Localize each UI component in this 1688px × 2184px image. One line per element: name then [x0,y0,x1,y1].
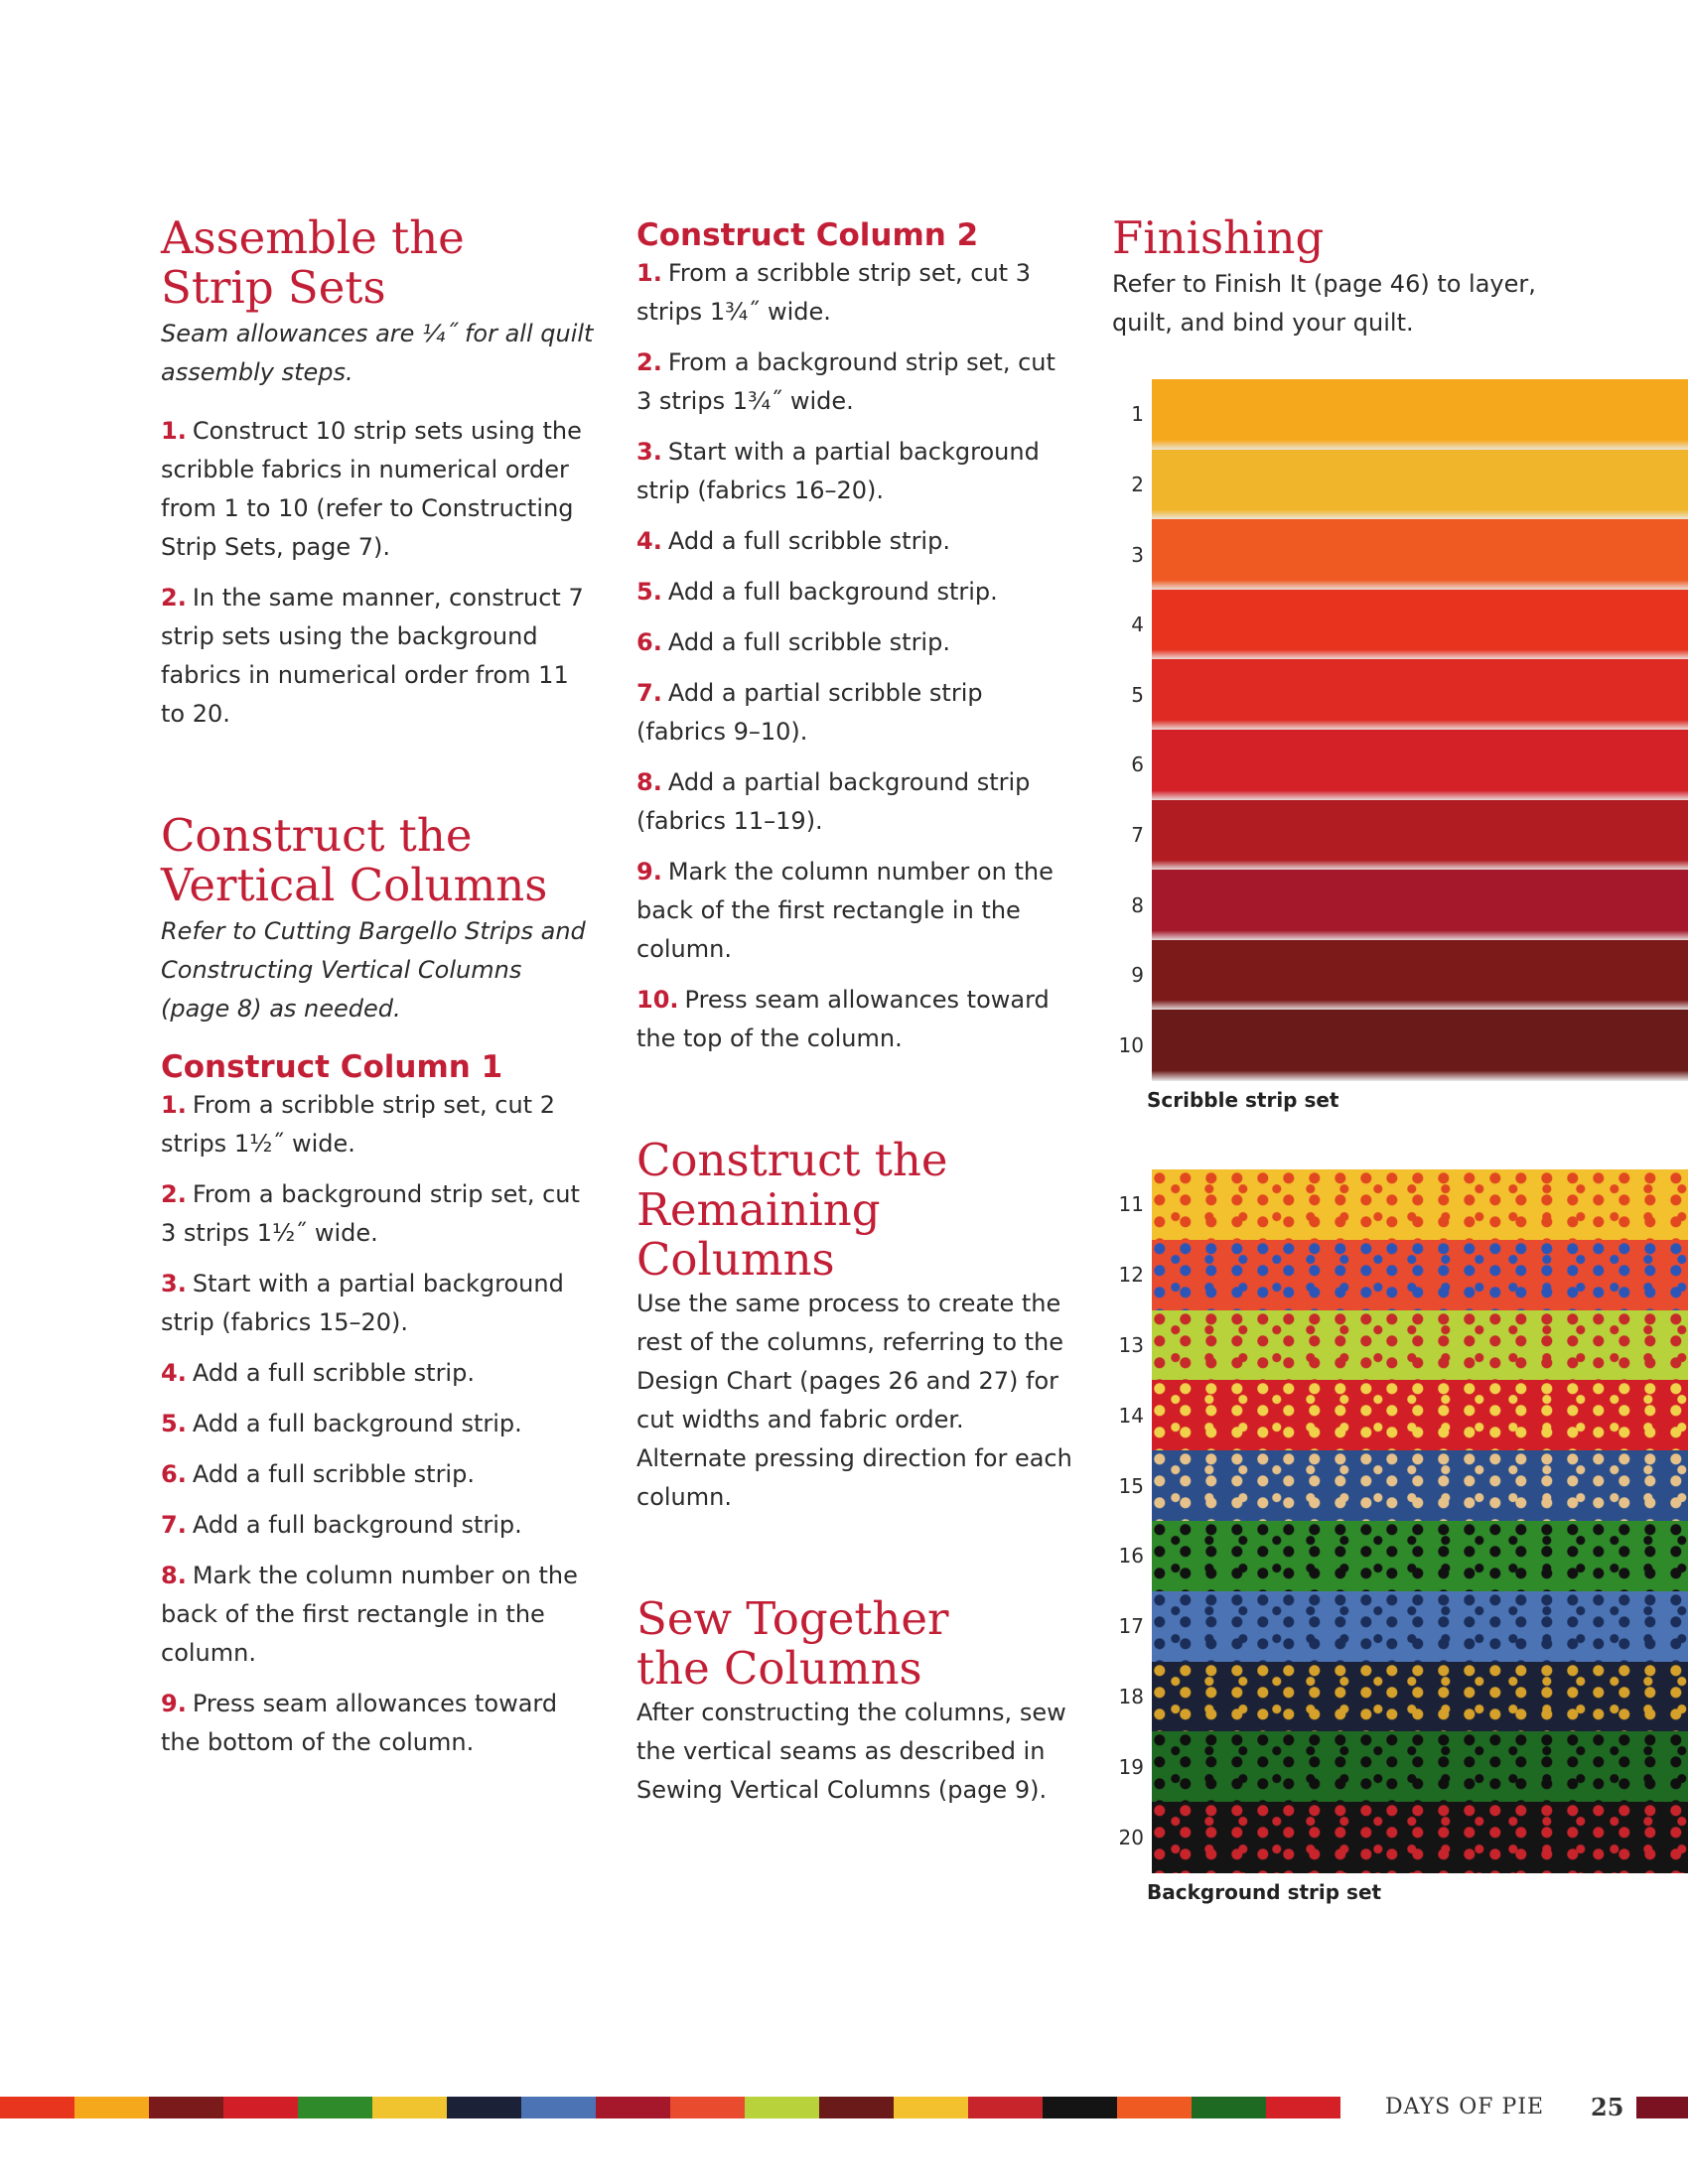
right-column [1112,213,1569,354]
assemble-step [161,412,598,567]
step-number: 1. [636,259,662,287]
heading-construct-vertical-columns [161,811,598,910]
instruction-step [636,853,1073,969]
fabric-strip-11 [1152,1169,1688,1241]
step-number: 7. [161,1511,187,1539]
step-number: 3. [161,1270,187,1297]
step-text: Construct 10 strip sets using the scribble fabrics in numerical order from 1 to 10 (refer to Constructing Strip Sets, page 7). [161,417,582,561]
step-text: Add a full background strip. [192,1511,522,1539]
strip-number-label: 7 [1131,822,1144,847]
footer-book-title: DAYS OF PIE [1385,2095,1545,2119]
step-text: Add a partial scribble strip (fabrics 9–10). [636,679,983,746]
step-number: 3. [636,438,662,466]
step-number: 4. [161,1359,187,1387]
step-number: 7. [636,679,662,707]
footer-band-segment [1043,2097,1118,2118]
fabric-strip-19 [1152,1731,1688,1803]
step-text: Mark the column number on the back of the first rectangle in the column. [636,858,1054,963]
step-number: 6. [636,628,662,656]
sew-text: After constructing the columns, sew the vertical seams as described in Sewing Vertical Columns (page 9). [636,1699,1066,1804]
fabric-strip-16 [1152,1521,1688,1592]
instruction-step [161,1175,598,1253]
fabric-strip-8 [1152,870,1688,941]
step-number: 1. [161,1091,187,1119]
heading-construct-remaining-columns [636,1136,1073,1285]
step-number: 9. [161,1690,187,1717]
heading-line: Construct the [636,1134,948,1186]
column1-steps [161,1086,598,1762]
page-number: 25 [1591,2093,1624,2121]
background-strip-set-image [1152,1169,1688,1872]
spacer [636,1529,1073,1594]
fabric-strip-3 [1152,519,1688,591]
strip-number-label: 5 [1131,682,1144,707]
fabric-strip-15 [1152,1450,1688,1522]
footer-band-segment [819,2097,895,2118]
heading-line: Strip Sets [161,261,386,314]
fabric-strip-13 [1152,1310,1688,1382]
fabric-strip-14 [1152,1380,1688,1451]
footer-band-segment [298,2097,373,2118]
strip-number-label: 15 [1118,1473,1144,1498]
step-number: 2. [161,1180,187,1208]
instruction-step [636,674,1073,751]
step-text: Add a partial background strip (fabrics 11–19). [636,768,1031,835]
footer-fabric-band [0,2097,1340,2118]
heading-line: the Columns [636,1642,922,1695]
footer-band-segment [521,2097,597,2118]
step-number: 8. [161,1562,187,1589]
middle-column [636,216,1073,1822]
strip-number-label: 19 [1118,1754,1144,1779]
footer-band-segment [596,2097,671,2118]
heading-finishing: Finishing [1112,211,1325,264]
strip-number-label: 20 [1118,1825,1144,1849]
footer-band-segment [894,2097,969,2118]
instruction-step [161,1354,598,1393]
strip-number-label: 2 [1131,472,1144,496]
heading-sew-together-columns [636,1594,1073,1694]
fabric-strip-1 [1152,379,1688,451]
fabric-strip-4 [1152,590,1688,661]
fabric-strip-7 [1152,800,1688,872]
instruction-step [161,1685,598,1762]
heading-construct-column-2: Construct Column 2 [636,217,979,253]
instruction-step [161,1557,598,1673]
strip-number-label: 9 [1131,963,1144,988]
strip-number-label: 18 [1118,1685,1144,1708]
step-text: Start with a partial background strip (fabrics 15–20). [161,1270,564,1336]
spacer [161,746,598,811]
heading-line: Columns [636,1233,835,1286]
footer-band-segment [149,2097,224,2118]
step-text: Press seam allowances toward the bottom of the column. [161,1690,558,1756]
heading-line: Sew Together [636,1592,949,1645]
heading-line: Remaining [636,1183,881,1236]
instruction-step [161,1455,598,1494]
instruction-step [161,1405,598,1443]
step-text: In the same manner, construct 7 strip sets using the background fabrics in numerical order from 11 to 20. [161,584,584,728]
instruction-step [636,522,1073,561]
footer-band-segment [0,2097,75,2118]
step-text: Add a full scribble strip. [667,628,950,656]
step-text: From a background strip set, cut 3 strips 1½˝ wide. [161,1180,580,1247]
step-text: Add a full background strip. [667,578,998,606]
step-number: 10. [636,986,679,1014]
step-number: 6. [161,1460,187,1488]
instruction-step [636,433,1073,510]
step-text: Add a full scribble strip. [667,527,950,555]
spacer [636,1070,1073,1136]
strip-number-label: 14 [1118,1403,1144,1428]
step-text: Mark the column number on the back of the first rectangle in the column. [161,1562,578,1667]
footer-tab [1636,2097,1688,2118]
instruction-step [161,1265,598,1342]
footer-band-segment [1266,2097,1340,2118]
fabric-strip-18 [1152,1662,1688,1733]
step-text: From a background strip set, cut 3 strips 1¾˝ wide. [636,348,1055,415]
instruction-step [636,254,1073,332]
instruction-step [161,1086,598,1163]
step-number: 5. [161,1410,187,1437]
strip-number-label: 4 [1131,613,1144,637]
assemble-intro: Seam allowances are ¼˝ for all quilt assembly steps. [161,320,594,386]
step-text: Start with a partial background strip (fabrics 16–20). [636,438,1040,504]
assemble-step [161,579,598,734]
footer-band-segment [968,2097,1044,2118]
fabric-strip-10 [1152,1010,1688,1081]
step-number: 9. [636,858,662,886]
column2-steps [636,254,1073,1058]
strip-number-label: 6 [1131,752,1144,777]
heading-line: Construct the [161,809,473,862]
step-text: Press seam allowances toward the top of the column. [636,986,1050,1052]
footer-band-segment [223,2097,299,2118]
step-number: 2. [161,584,187,612]
fabric-strip-17 [1152,1591,1688,1663]
scribble-strip-set-image [1152,379,1688,1080]
step-number: 4. [636,527,662,555]
instruction-step [636,763,1073,841]
instruction-step [161,1506,598,1545]
heading-assemble-strip-sets [161,213,598,313]
instruction-step [636,981,1073,1058]
left-column [161,213,598,1774]
heading-line: Assemble the [161,211,465,264]
strip-number-label: 8 [1131,892,1144,917]
footer-band-segment [372,2097,448,2118]
instruction-step [636,623,1073,662]
step-text: Add a full background strip. [192,1410,522,1437]
footer-band-segment [74,2097,150,2118]
background-strip-set-caption: Background strip set [1147,1880,1382,1904]
fabric-strip-5 [1152,659,1688,731]
step-number: 2. [636,348,662,376]
strip-number-label: 13 [1118,1333,1144,1357]
strip-number-label: 1 [1131,402,1144,427]
fabric-strip-6 [1152,730,1688,801]
step-text: From a scribble strip set, cut 2 strips 1½˝ wide. [161,1091,555,1158]
instruction-step [636,343,1073,421]
step-number: 5. [636,578,662,606]
fabric-strip-9 [1152,940,1688,1012]
step-number: 8. [636,768,662,796]
fabric-strip-20 [1152,1802,1688,1873]
step-text: Add a full scribble strip. [192,1460,475,1488]
scribble-strip-set-caption: Scribble strip set [1147,1088,1339,1112]
footer-band-segment [1192,2097,1267,2118]
strip-number-label: 16 [1118,1544,1144,1569]
fabric-strip-12 [1152,1240,1688,1311]
finishing-text: Refer to Finish It (page 46) to layer, quilt, and bind your quilt. [1112,270,1536,337]
step-text: Add a full scribble strip. [192,1359,475,1387]
footer-band-segment [745,2097,820,2118]
strip-number-label: 11 [1118,1192,1144,1217]
strip-number-label: 12 [1118,1263,1144,1288]
remaining-text: Use the same process to create the rest of the columns, referring to the Design Chart (pages 26 and 27) for cut widths and fabric order. Alternate pressing direction for each column. [636,1290,1072,1511]
fabric-strip-2 [1152,450,1688,521]
heading-line: Vertical Columns [161,859,548,911]
strip-number-label: 3 [1131,542,1144,567]
step-number: 1. [161,417,187,445]
heading-construct-column-1: Construct Column 1 [161,1049,503,1085]
footer-band-segment [670,2097,746,2118]
strip-number-label: 10 [1118,1032,1144,1057]
instruction-step [636,573,1073,612]
vertical-intro: Refer to Cutting Bargello Strips and Constructing Vertical Columns (page 8) as needed. [161,917,586,1023]
strip-number-label: 17 [1118,1614,1144,1639]
step-text: From a scribble strip set, cut 3 strips 1¾˝ wide. [636,259,1031,326]
footer-band-segment [447,2097,522,2118]
footer-band-segment [1117,2097,1193,2118]
